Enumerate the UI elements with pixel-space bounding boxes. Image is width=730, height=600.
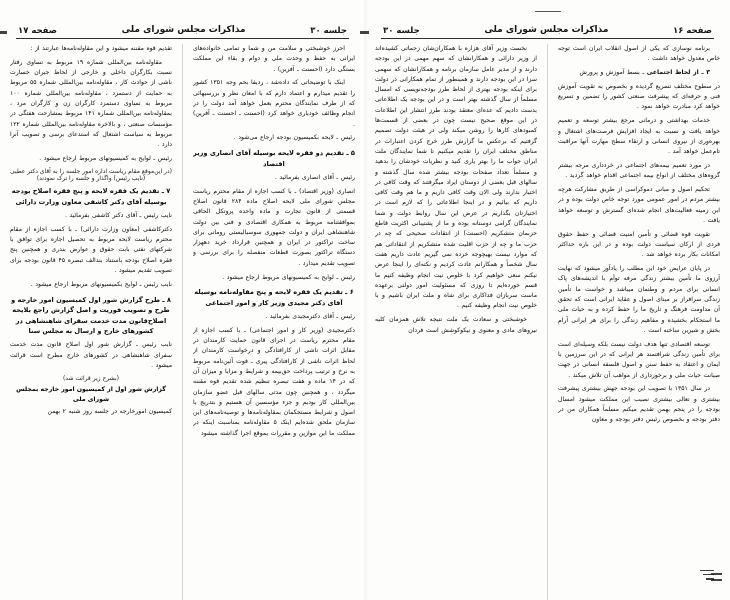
section-heading-social	[558, 68, 720, 78]
paragraph-intro: تقدیم قوه مقننه میشود و این مقاوله‌نامه‌ها عبارتند از :	[30, 45, 172, 52]
section-heading-continuation: ـ بسط آموزش و پرورش	[579, 69, 647, 77]
paragraph: نخست وزیر آقای هزاره با همکاران‌شان زحماتی کشیده‌اند از وزیر دارائی و همکارانشان که سهم مهمی در این بودجه دارند و از مدیر عامل سازمان برنامه و همکارانشان که سهمی سزا در این بودجه دارند و همینطور از تمام همکارانی در دولت برای اینکه بودجه بهتری از لحاظ طرز بودجه‌نویسی که امسال مسلماً از سال گذشته بهتر است و در این بودجه یک اطلاعاتی بدست دادیم که عده‌ای معتقد بودند طرز انتشار این اطلاعات در این موقع صحیح نیست چون در بعضی از قسمت‌ها کمبودهای کارها را روشن میکند ولی در هیئت دولت تصمیم گرفتیم که برعکس ما گزارش طرز خرج کردن اعتبارات در مناطق مختلف ایران را تقدیم میکنیم تا شما نمایندگان ملت ایران جواب ما را بهتر یاری کنید و نظریات خودشان را بدهید و مسلماً تعداد صفحات بودجه بیشتر شده سال گذشته و سالهای قبل بعضی از دوستان ایراد میگرفتند که وقت کافی در اختیار ندارند ولی الان وقت کافی داریم و ما هم وقت کافی داریم که بیائیم و در اینجا اطلاعاتی را که لازم است در اختیارتان بگذاریم در عرض این سال روابط دولت و شما نمایندگان گرامی دوستانه بوده و ما از پشتیبانی اکثریت قاطع حزبمان متشکریم (احسنت) از انتقادات صحیحی که چه در حزب ما و چه از حزب اقلیت شده متشکریم از انتقاداتی هم که موارد نیست بهیچوجه خرده نمی گیریم عادت داریم هفت سال شخصاً و همکارانم عادت کردیم و نکته‌ای را اینجا عرض نیکنم سعی خواهیم کرد با خلوص نیت انجام وظیفه کنیم ما قسم خورده‌ایم تا روزی که مسئولیت امور دولتی برعهده ماست سربازان فداکاری برای شاه و ملت ایران باشیم و با خلوص نیت انجام وظیفه کنیم .	[375, 45, 537, 310]
paragraph: تقویت قوه قضائی و تأمین امنیت قضائی و حفظ حقوق فردی از ارکان سیاست دولت بوده و در این باره حداکثر امکانات بکار برده خواهد شد .	[558, 230, 720, 259]
session-number-left: جلسه ۳۰	[310, 25, 347, 36]
chair-referral: رئیس ـ لوایح به کمیسیونهای مربوط ارجاع میشود .	[222, 273, 355, 281]
scan-blot-top-mid	[360, 31, 369, 34]
paragraph: در سال ۱۳۵۱ با تصویب این بودجه جهش بیشتری پیشرفت بیشتری و تعالی بیشتری نصیب این مملکت میشود امسال بودجه را در پنجم بهمن تقدیم میکنم مسلماً همکاران من در دفتر بودجه و بخصوص رئیس دفتر بودجه و معاون	[558, 385, 720, 424]
chair-statement: رئیس ـ لایحه بکمیسیون بودجه ارجاع می‌شود .	[233, 134, 355, 142]
chair-call-speaker: رئیس ـ آقای انصاری بفرمائید .	[274, 173, 355, 181]
procedural-note: (در این‌موقع مقام ریاست اداره امور جلسه را به آقای دکتر عطیی (نایب رئیس) واگذار و جلسه را ترک نمودند)	[10, 167, 172, 182]
deputy-minister-statement: دکترکاشفی (معاون وزارت دارائی) ـ با کسب اجازه از مقام محترم ریاست لایحه مربوط به تحصیل اجازه برای توافق با شرکتهای نفتی بابت حقوق و عوارض بندری و همچنین پنج فقره اصلاح بودجه باستناد بندالف تبصره ۴۵ قانون بودجه برای تصویب تقدیم میشود .	[10, 225, 172, 274]
page-right	[365, 0, 730, 600]
minister-statement: دکترمجیدی (وزیر کار و امور اجتماعی) ـ با کسب اجازه از مقام محترم ریاست در اجرای قانون حمایت کارمندان در مقابل اثرات ناشی از کارافتادگی و درخواست کارمندان از لحاظ اثرات ناشی از کارافتادگی پیری ـ فوت آئین‌نامه مربوط به نرخ و ترتیب پرداخت حق‌بیمه و شرایط و مزایا و میزان آن که در ۱۴ ماده و هفت تبصره تنظیم شده تقدیم قوه مقننه میگردد ، و همچنین چون مدتی سالهای قبل عضو سازمان بین‌المللی کار بودیم و جزء مؤسسین آن هستیم و بتدریج با اصول و شرایط مستحکمان بمقاوله‌نامه‌ها و توصیه‌نامه‌های این سازمان ملحق شده‌ایم اینک ۵ مقاوله‌نامه بمناسبت اینکه در مملکت ما این موازین و مقررات بموقع اجرا گذاشته میشود	[193, 326, 355, 437]
column-divider	[182, 44, 183, 600]
paragraph: خدمات بهداشتی و درمانی مرجع بیشتر توسعه و تعمیم خواهد یافت و نسبت به ایجاد افزایش فرصت‌های اشتغال و بهره‌وری از نیروی انسانی و ارتقاء سطح مهارت آنها مراقبت تام‌عمل خواهد آمد .	[558, 117, 720, 156]
vice-chair-referral: نایب رئیس ـ لوایح بکمیسیونهای مربوط ارجاع میشود .	[30, 280, 172, 288]
committee-report-title: گزارش شور اول از کمیسیون امور خارجه بمجلس شورای ملی	[16, 385, 166, 403]
committee-session-line: کمیسیون امورخارجه در جلسه روز شنبه ۲ بهمن	[47, 408, 172, 416]
page-number-right: صفحه ۱۶	[673, 25, 712, 36]
minister-statement: انصاری (وزیر اقتصاد) ـ با کسب اجازه از مقام محترم ریاست مجلس شورای ملی لایحه اصلاح ماده ۲۸۴ قانون اصلاح قسمتی از قانون تجارت و ماده واحده پروتکل الحاقی بموافقتنامه مربوط به همکاری اقتصادی و فنی بین دولت شاهنشاهی ایران و دولت جمهوری سوسیالیستی رومانی برای ساخت تراکتور در ایران و همچنین قرارداد خرید دههزار دستگاه تراکتور بصورت قطعات منفصله را برای بررسی و تصویب تقدیم میدارد .	[193, 187, 355, 267]
paragraph: در مورد تعمیم بیمه‌های اجتماعی در خردداری مرجه بیشتر گروه‌های مختلف از انواع بیمه اجتماعی اقدام خواهد گردید .	[558, 161, 720, 180]
chair-call-speaker: رئیس ـ آقای دکترمجیدی بفرمائید .	[265, 313, 355, 321]
running-head-right	[375, 18, 720, 37]
column-left-inner	[193, 44, 355, 600]
columns-left	[10, 44, 355, 600]
header-rule-right	[381, 38, 714, 39]
agenda-item-8-heading: ۸ ـ طرح گزارش شور اول کمیسیون امور خارجه و طرح و تصویب فوریت و اصل گزارش راجع بلایحه اصلاح‌قانون مدت خدمت سفرای شاهنشاهی در کشورهای خارج و ارسال به مجلس سنا	[11, 295, 171, 336]
chair-referral: رئیس ـ لوایح به کمیسیونهای مربوط ارجاع میشود .	[39, 154, 172, 162]
session-number-right: جلسه ۳۰	[383, 25, 420, 36]
column-divider	[547, 44, 548, 600]
reading-note: (بشرح زیر قرائت شد)	[62, 374, 120, 382]
column-right-inner	[375, 44, 537, 600]
paragraph: در سطوح مختلف تسریع گردیده و بخصوص به تقویت آموزش فنی و حرفه‌ای که پیشرفت صنعتی کشور را تضمین و تسریع خواهد کرد مبادرت خواهد نمود .	[558, 82, 720, 111]
paragraph: برنامه نوسازی که یکی از اصول انقلاب ایران است توجه خاص معدول خواهد داشت .	[558, 45, 720, 63]
header-rule-left	[16, 38, 349, 39]
agenda-item-7-heading: ۷ ـ تقدیم یک فقره لایحه و پنج فقره اصلاح بودجه بوسیله آقای دکتر کاشفی معاون وزارت دارائی	[11, 187, 171, 206]
section-heading-label: ۳ ـ از لحاظ اجتماعی	[646, 69, 710, 77]
running-head-left	[10, 18, 355, 37]
paragraph: مقاوله‌نامه بین‌المللی شماره ۱۹ مربوط به تساوی رفتار نسبت بکارگران داخلی و خارجی از لحاظ جبران خسارت ناشی از حوادث کار ، مقاوله‌نامه بین‌المللی شماره ۵۵ مربوط به حمایت از دستمزد ، مقاوله‌نامه بین‌المللی شماره ۱۰۰ مربوط به تساوی دستمزد کارگران زن و کارگران مرد ، بمقاوله‌نامه بین‌المللی شماره ۱۴۱ مربوط بمشارحت هفتگی در مؤسسات صنعتی ، و بالاخره مقاوله‌نامه بین‌المللی شماره ۱۲۲ مربوط به سیاست اشتغال که استدعای برسی و تصویب آنرا دارد .	[10, 58, 172, 149]
scan-tick-mark	[535, 11, 561, 12]
columns-right	[375, 44, 720, 600]
paragraph: خوشبختی و سعادت یک ملت نتیجه تلاش همزمان کلیه نیروهای مادی و معنوی و نیکوکوشش است فردان	[375, 316, 537, 334]
scan-blot-top-left	[0, 31, 7, 34]
agenda-item-6-heading: ۶ ـ تقدیم یک فقره لایحه و پنج مقاوله‌نامه بوسیله آقای دکتر مجیدی وزیر کار و امور اجتماعی	[194, 288, 354, 307]
agenda-item-5-heading: ۵ ـ تقدیم دو فقره لایحه بوسیله آقای انصاری وزیر اقتصاد	[193, 149, 355, 168]
paragraph: تحکیم اصول و مبانی دموکراسی از طریق مشارکت هرچه بیشتر مردم در امور عمومی مورد توجه خاص دولت بوده و در این زمینه فعالیت‌های انجام شده‌ای گسترش و توسعه خواهد یافت .	[558, 186, 720, 224]
paragraph: احرز خوشبختی و سلامت من و شما و تمامی خانواده‌های ایرانی به حفظ و وحدت ملی و دوام و بقاء این مملکت بستگی دارد (احسنت ـ آفرین) .	[193, 45, 355, 73]
scan-blot-bottom-right-2	[711, 579, 722, 581]
paragraph: توسعه اقتصادی تنها هدف دولت نیست بلکه وسیله‌ای است برای تأمین زندگی شرافتمند هر ایرانی که در این سرزمین با ایمان و اعتقاد به حفظ سنن و اصول فلسفه انسانی در جهت صیانت حیات ملی و برخورداری از مواهب آن تلاش میکند .	[558, 340, 720, 379]
column-right-outer	[558, 44, 720, 600]
vice-chair-call-speaker: نایب رئیس ـ آقای دکتر کاشفی بفرمائید .	[64, 211, 172, 219]
document-title-right: مذاکرات مجلس شورای ملی	[484, 25, 609, 35]
scan-blot-bottom-right	[711, 573, 722, 575]
document-title-left: مذاکرات مجلس شورای ملی	[121, 25, 246, 35]
paragraph: در پایان عرایض خود این مطلب را یادآور میشود که نهایت آرزوی ما تأمین بیشتر زندگی مرفه توأم با اندیشه‌های پاک انسانی برای مردم و وطنمان میباشد و خواست ما تأمین زندگی سرافراز بر مبنای اصول و عقاید ایرانی است که تحقق آن مداومت فرهنگ و تاریخ ما را حفظ کرده و به حیات ملی ما استحکام بخشیده و مفاهیم زندگی را برای هر ایرانی آرام بخش و شیرین ساخته است .	[558, 265, 720, 334]
column-left-outer	[10, 44, 172, 600]
vice-chair-statement: نایب رئیس ـ گزارش شور اول اصلاح قانون مدت خدمت سفرای شاهنشاهی در کشورهای خارج مطرح است قرائت میشود .	[10, 341, 172, 369]
paragraph: اینک با توضیحاتی که داده‌شد ، ردیفا بحم وجه ۱۳۵۱ کشور را تقدیم میدارم و اعتماد دارم که با امعان نظر و بررسیهائی که از طرف نمایندگان محترم بعمل خواهد آمد دولت را در انجام وظائف خودیاری خواهد کرد (احسنت ـ احسنت ـ آفرین) .	[193, 79, 355, 128]
page-number-left: صفحه ۱۷	[18, 25, 57, 36]
